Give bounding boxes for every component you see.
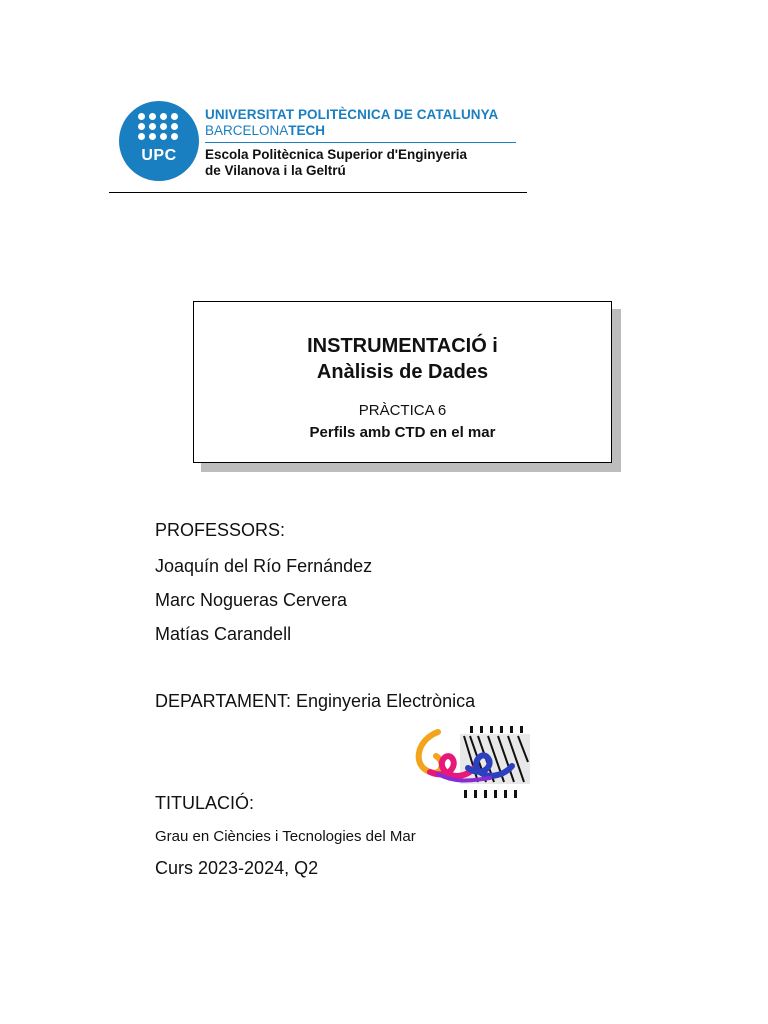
degree-name: Grau en Ciències i Tecnologies del Mar <box>155 828 416 845</box>
campus-name <box>205 123 325 138</box>
school-line-1: Escola Politècnica Superior d'Enginyeria <box>205 147 468 162</box>
header-divider <box>109 192 527 193</box>
school-line-2: de Vilanova i la Geltrú <box>205 163 346 178</box>
course-year: Curs 2023-2024, Q2 <box>155 858 319 878</box>
logo-dots-icon <box>138 113 180 143</box>
practice-number: PRÀCTICA 6 <box>358 402 447 419</box>
professor-name: Joaquín del Río Fernández <box>155 556 373 576</box>
course-title-line1: INSTRUMENTACIÓ i <box>307 335 498 357</box>
professors-label: PROFESSORS: <box>155 520 286 540</box>
title-box <box>193 301 612 463</box>
dee-logo-icon <box>408 722 538 802</box>
professor-name: Matías Carandell <box>155 624 292 644</box>
campus-suffix: TECH <box>288 123 326 138</box>
course-title-line2: Anàlisis de Dades <box>316 361 489 383</box>
department-text: DEPARTAMENT: Enginyeria Electrònica <box>155 691 476 711</box>
degree-label: TITULACIÓ: <box>155 793 255 813</box>
practice-subtitle: Perfils amb CTD en el mar <box>309 424 496 441</box>
logo-text: UPC <box>141 147 177 164</box>
blue-divider <box>205 142 516 143</box>
university-name: UNIVERSITAT POLITÈCNICA DE CATALUNYA <box>205 107 499 122</box>
campus-prefix: BARCELONA <box>205 123 289 138</box>
upc-logo <box>119 101 199 181</box>
professor-name: Marc Nogueras Cervera <box>155 590 348 610</box>
